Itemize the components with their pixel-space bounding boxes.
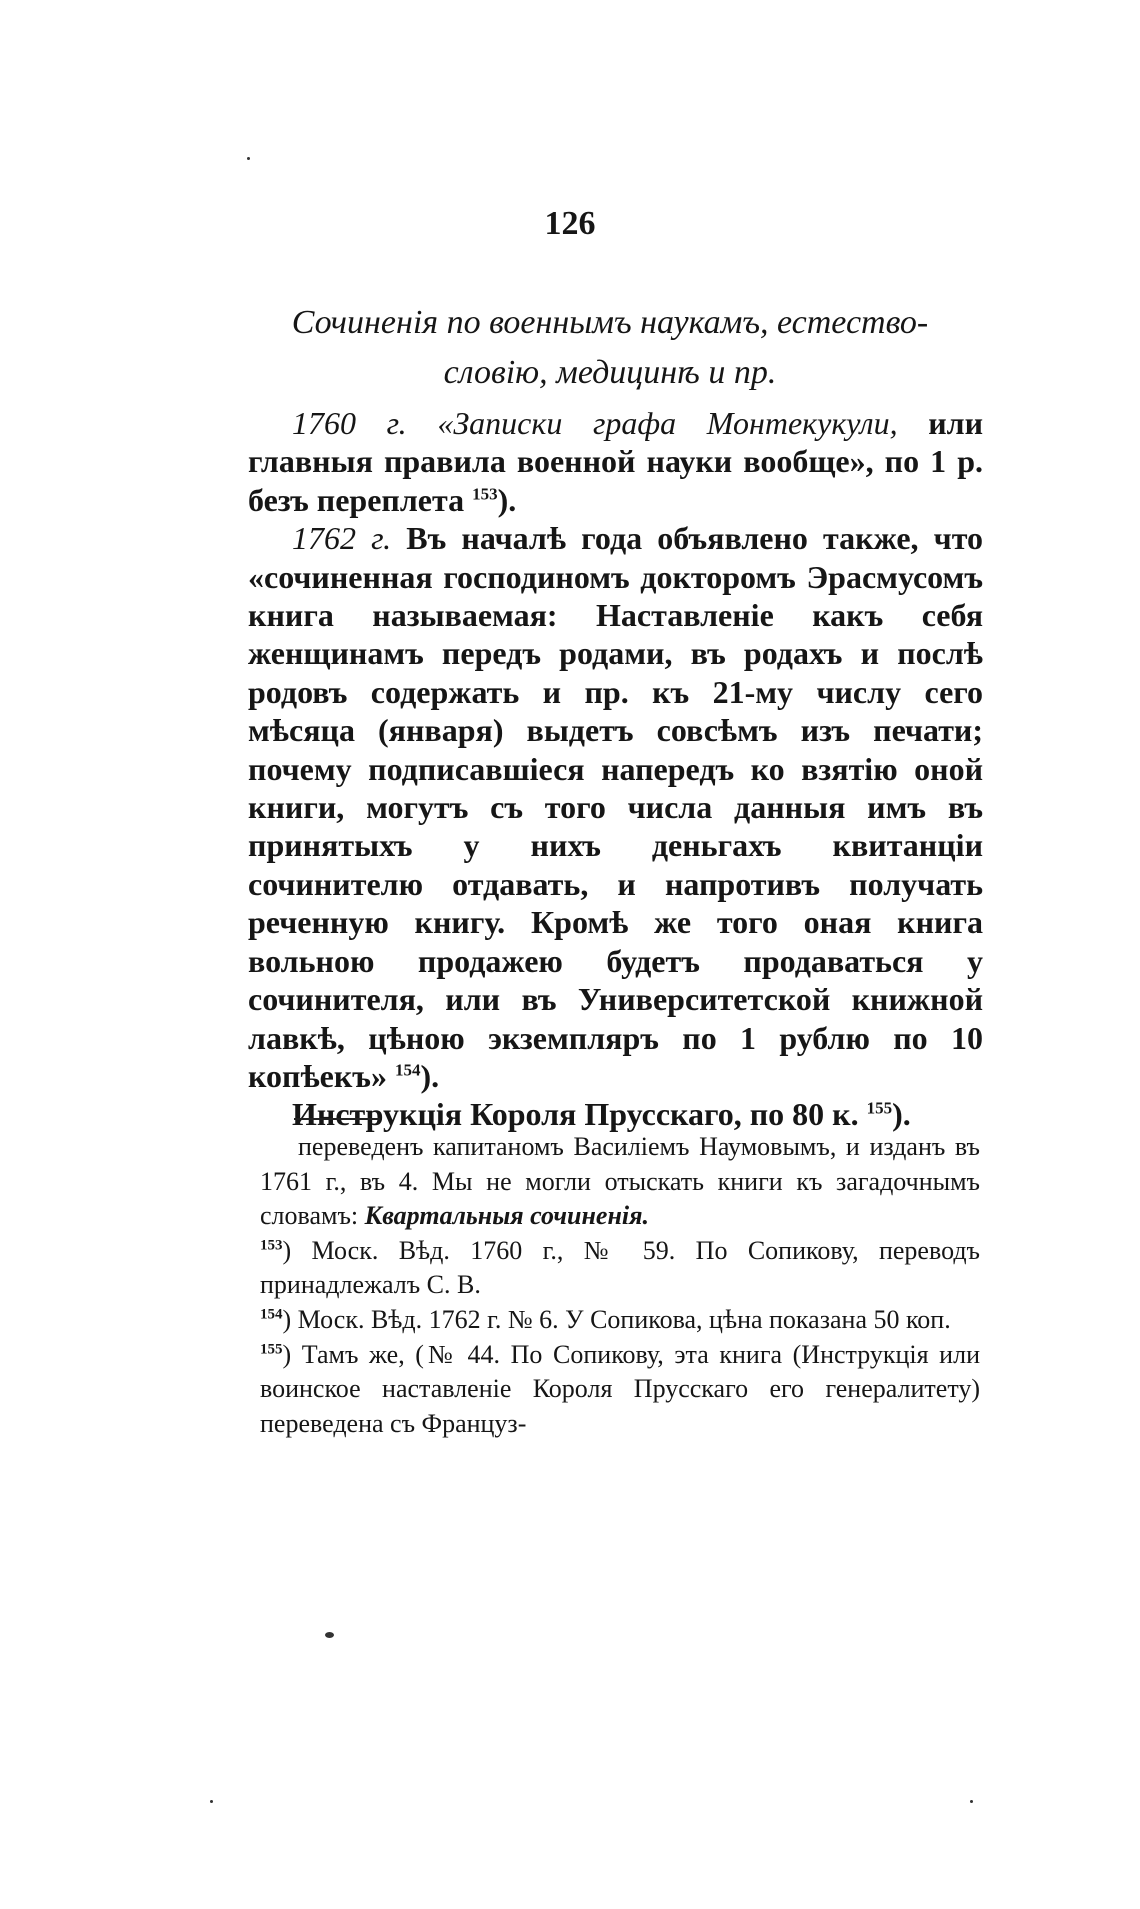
footnote-153: [260, 1234, 980, 1303]
entry-title: «Записки графа Монтекукули,: [437, 405, 898, 441]
footnote-number: 155: [260, 1340, 283, 1357]
footnotes: [260, 1130, 980, 1441]
entry-year: 1760 г.: [292, 405, 407, 441]
footnote-number: 154: [260, 1306, 283, 1323]
heading-line-1: Сочиненія по военнымъ наукамъ, естество-: [291, 304, 929, 341]
ink-speck: [970, 1800, 973, 1803]
ink-speck: [325, 1632, 334, 1638]
ink-speck: [210, 1800, 213, 1803]
page-number: 126: [544, 205, 596, 242]
footnote-155: [260, 1338, 980, 1442]
entry-text: Въ началѣ года объявлено также, что «сочиненная господиномъ докторомъ Эрасмусомъ книга называемая: Наставленіе какъ себя женщинамъ передъ родами, въ родахъ и послѣ родовъ содержать и пр. къ 21-му числу сего мѣсяца (января) выдетъ совсѣмъ изъ печати; почему подписавшіеся напередъ ко взятію оной книги, могутъ съ того числа данныя имъ въ принятыхъ у нихъ деньгахъ квитанціи сочинителю отдавать, и напротивъ получать реченную книгу. Кромѣ же того оная книга вольною продажею будетъ продаваться у сочинителя, или въ Университетской книжной лавкѣ, цѣною экземпляръ по 1 рублю по 10 копѣекъ»: [248, 520, 984, 1094]
entry-tail: ).: [420, 1057, 440, 1094]
continuation-emphasis: Квартальныя сочиненія.: [364, 1201, 650, 1231]
ink-speck: [247, 157, 250, 160]
footnote-ref: 154: [394, 1060, 421, 1080]
entry-1760: [248, 404, 983, 519]
footnote-154: [260, 1303, 980, 1338]
entry-instruction: [248, 1095, 983, 1133]
footnote-text: ) Моск. Вѣд. 1762 г. № 6. У Сопикова, цѣна показана 50 коп.: [282, 1304, 951, 1334]
entry-tail: ).: [892, 1096, 911, 1133]
footnote-divider: [294, 1118, 380, 1120]
footnote-continuation: [260, 1130, 980, 1234]
heading-line-2: словію, медицинѣ и пр.: [443, 354, 777, 391]
section-heading: [240, 298, 980, 398]
footnote-text: ) Моск. Вѣд. 1760 г., № 59. По Сопикову, переводъ принадлежалъ С. В.: [260, 1235, 980, 1300]
footnote-text: ) Тамъ же, (№ 44. По Сопикову, эта книга (Инструкція или воинское наставленіе Короля Прусскаго его генералитету) переведена съ Француз-: [260, 1339, 980, 1438]
footnote-ref: 153: [472, 484, 498, 504]
entry-text: или главныя правила военной науки вообще», по 1 р. безъ переплета: [248, 405, 984, 518]
entry-text: Инструкція Короля Прусскаго, по 80 к.: [292, 1096, 859, 1133]
main-text: [248, 404, 983, 1134]
footnote-number: 153: [260, 1237, 283, 1254]
entry-1762: [248, 519, 983, 1095]
entry-year: 1762 г.: [292, 520, 392, 557]
entry-tail: ).: [497, 481, 517, 518]
footnote-ref: 155: [866, 1098, 893, 1118]
continuation-text: переведенъ капитаномъ Василіемъ Наумовымъ, и изданъ въ 1761 г., въ 4. Мы не могли отыскать книги къ загадочнымъ словамъ:: [260, 1132, 980, 1231]
